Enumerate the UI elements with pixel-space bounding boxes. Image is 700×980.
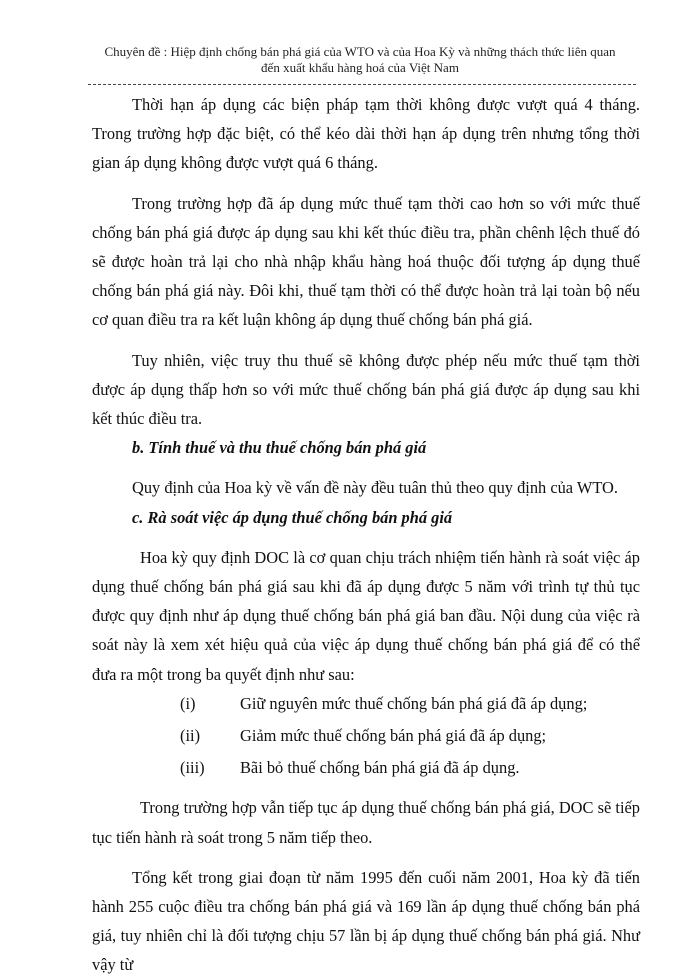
decision-list [92,689,640,783]
heading-c: c. Rà soát việc áp dụng thuế chống bán phá giá [132,507,453,527]
list-item [92,689,640,718]
paragraph-collection: Tuy nhiên, việc truy thu thuế sẽ không được phép nếu mức thuế tạm thời được áp dụng thấp hơn so với mức thuế chống bán phá giá được áp dụng sau khi kết thúc điều tra. [92,350,640,429]
list-item-text: Giảm mức thuế chống bán phá giá đã áp dụng; [240,726,547,746]
list-item [92,721,640,750]
list-item-number: (i) [180,693,196,713]
paragraph-summary: Tổng kết trong giai đoạn từ năm 1995 đến cuối năm 2001, Hoa kỳ đã tiến hành 255 cuộc điều tra chống bán phá giá và 169 lần áp dụng thuế chống bán phá giá, tuy nhiên chỉ là đối tượng chịu 57 lần bị áp dụng thuế chống bán phá giá. Như vậy từ [92,867,640,975]
paragraph-refund: Trong trường hợp đã áp dụng mức thuế tạm thời cao hơn so với mức thuế chống bán phá giá được áp dụng sau khi kết thúc điều tra, phần chênh lệch thuế đó sẽ được hoàn trả lại cho nhà nhập khẩu hàng hoá thuộc đối tượng áp dụng thuế chống bán phá giá này. Đôi khi, thuế tạm thời có thể được hoàn trả lại toàn bộ nếu cơ quan điều tra ra kết luận không áp dụng thuế chống bán phá giá. [92,193,640,330]
paragraph-temporary-duration: Thời hạn áp dụng các biện pháp tạm thời không được vượt quá 4 tháng. Trong trường hợp đặc biệt, có thể kéo dài thời hạn áp dụng trên nhưng tổng thời gian áp dụng không được vượt quá 6 tháng. [92,95,640,173]
paragraph-continued-review: Trong trường hợp vẫn tiếp tục áp dụng thuế chống bán phá giá, DOC sẽ tiếp tục tiến hành rà soát trong 5 năm tiếp theo. [92,798,640,847]
list-item-text: Bãi bỏ thuế chống bán phá giá đã áp dụng. [240,758,520,778]
paragraph-review: Hoa kỳ quy định DOC là cơ quan chịu trách nhiệm tiến hành rà soát việc áp dụng thuế chống bán phá giá sau khi đã áp dụng được 5 năm với trình tự thủ tục được quy định như áp dụng thuế chống bán phá giá ban đầu. Nội dung của việc rà soát này là xem xét hiệu quả của việc áp dụng thuế chống bán phá giá để có thể đưa ra một trong ba quyết định như sau: [92,547,640,684]
list-item-number: (iii) [180,758,205,778]
page-header [80,44,640,76]
header-line-2: đến xuất khẩu hàng hoá của Việt Nam [261,60,459,75]
document-body [92,90,640,980]
header-divider [88,84,636,85]
list-item [92,753,640,782]
paragraph-wto-compliance: Quy định của Hoa kỳ về vấn đề này đều tuân thủ theo quy định của WTO. [132,478,618,498]
list-item-number: (ii) [180,726,201,746]
header-line-1: Chuyên đề : Hiệp định chống bán phá giá của WTO và của Hoa Kỳ và những thách thức liên quan [104,44,616,59]
heading-b: b. Tính thuế và thu thuế chống bán phá giá [132,438,427,458]
list-item-text: Giữ nguyên mức thuế chống bán phá giá đã áp dụng; [240,693,588,713]
